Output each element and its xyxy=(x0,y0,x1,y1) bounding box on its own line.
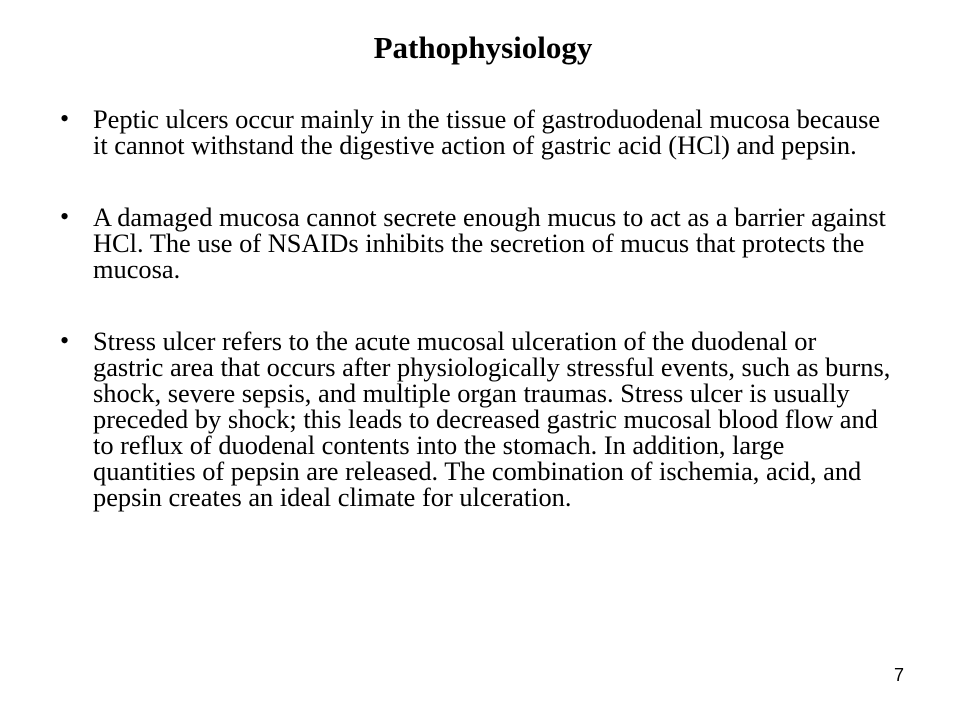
bullet-item xyxy=(60,328,892,510)
bullet-text: A damaged mucosa cannot secrete enough mucus to act as a barrier against HCl. The use of NSAIDs inhibits the secretion of mucus that protects the mucosa. xyxy=(93,202,886,284)
slide-title: Pathophysiology xyxy=(373,30,593,65)
page-number: 7 xyxy=(893,665,904,685)
bullet-dot-icon: • xyxy=(60,326,70,355)
bullet-dot-icon: • xyxy=(60,104,70,133)
bullet-item xyxy=(60,204,892,282)
bullet-text: Peptic ulcers occur mainly in the tissue of gastroduodenal mucosa because it cannot withstand the digestive action of gastric acid (HCl) and pepsin. xyxy=(93,104,881,160)
bullet-list xyxy=(60,106,892,556)
bullet-text: Stress ulcer refers to the acute mucosal ulceration of the duodenal or gastric area that occurs after physiologically stressful events, such as burns, shock, severe sepsis, and multiple organ traumas. Stress ulcer is usually preceded by shock; this leads to decreased gastric mucosal blood flow and to reflux of duodenal contents into the stomach. In addition, large quantities of pepsin are released. The combination of ischemia, acid, and pepsin creates an ideal climate for ulceration. xyxy=(93,326,891,512)
bullet-dot-icon: • xyxy=(60,202,70,231)
bullet-item xyxy=(60,106,892,158)
